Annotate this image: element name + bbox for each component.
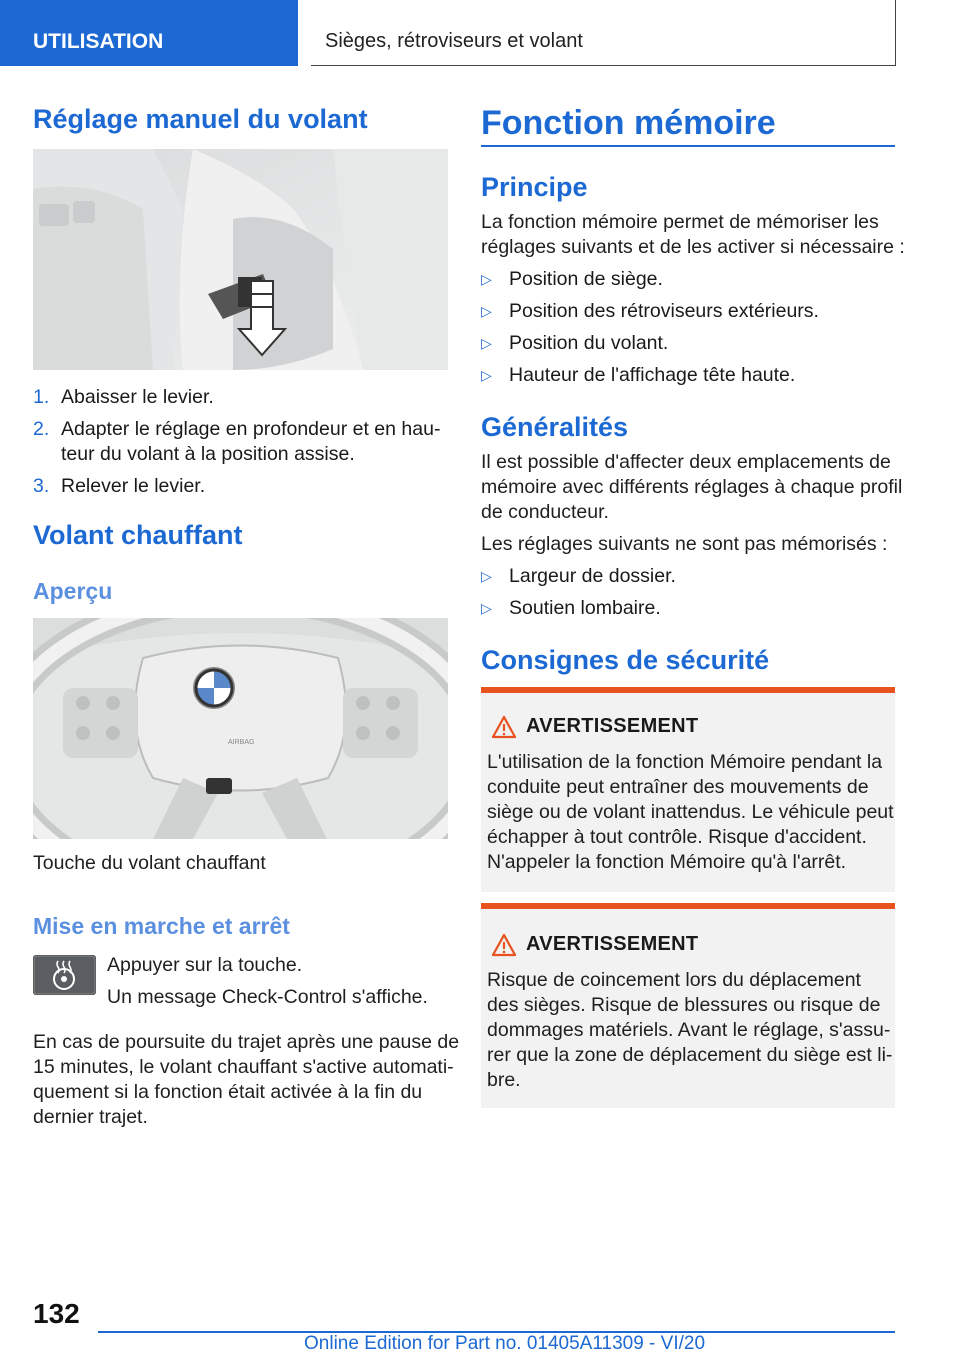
- step-text: teur du volant à la position assise.: [61, 443, 355, 465]
- memory-heading: Fonction mémoire: [481, 104, 776, 142]
- heated-wheel-heading: Volant chauffant: [33, 520, 243, 550]
- chapter-tab: [311, 0, 896, 66]
- warning-box: [481, 687, 895, 892]
- airbag-label: AIRBAG: [228, 739, 255, 746]
- principle-item-text: Position du volant.: [509, 332, 669, 354]
- heading-rule: [481, 145, 895, 147]
- step-number: 1.: [33, 386, 50, 408]
- step-text: Adapter le réglage en profondeur et en hau‐: [61, 418, 441, 440]
- step-number: 3.: [33, 475, 50, 497]
- warning-line: Risque de coincement lors du déplacement: [487, 969, 861, 991]
- warning-title: AVERTISSEMENT: [526, 933, 699, 955]
- warning-line: dommages matériels. Avant le réglage, s'assu‐: [487, 1019, 891, 1041]
- para-line: quement si la fonction était activée à la fin du: [33, 1081, 423, 1103]
- warning-line: rer que la zone de déplacement du siège est li‐: [487, 1044, 893, 1066]
- onoff-heading: Mise en marche et arrêt: [33, 913, 290, 939]
- principle-line: réglages suivants et de les activer si nécessaire :: [481, 236, 905, 258]
- warning-box: [481, 903, 895, 1108]
- triangle-bullet-icon: ▷: [481, 600, 492, 616]
- triangle-bullet-icon: ▷: [481, 303, 492, 319]
- principle-heading: Principe: [481, 172, 588, 202]
- page-header: [0, 0, 960, 66]
- warning-line: L'utilisation de la fonction Mémoire pendant la: [487, 751, 883, 773]
- section-label: UTILISATION: [33, 30, 164, 53]
- warning-title: AVERTISSEMENT: [526, 715, 699, 737]
- steering-column-illustration: [33, 149, 448, 370]
- chapter-label: Sièges, rétroviseurs et volant: [325, 30, 583, 52]
- safety-heading: Consignes de sécurité: [481, 645, 770, 675]
- general-heading: Généralités: [481, 412, 629, 442]
- wheel-caption: Touche du volant chauffant: [33, 852, 266, 874]
- steering-wheel-illustration: [33, 618, 448, 839]
- page-number: 132: [33, 1298, 80, 1329]
- general-line: mémoire avec différents réglages à chaque profil: [481, 476, 903, 498]
- para-line: dernier trajet.: [33, 1106, 148, 1128]
- principle-item-text: Position de siège.: [509, 268, 663, 290]
- general-line: de conducteur.: [481, 501, 609, 523]
- step-text: Relever le levier.: [61, 475, 206, 497]
- heated-wheel-button: [33, 955, 96, 995]
- triangle-bullet-icon: ▷: [481, 568, 492, 584]
- warning-line: N'appeler la fonction Mémoire qu'à l'arrêt.: [487, 851, 847, 873]
- warning-line: siège ou de volant inattendus. Le véhicule peut: [487, 801, 894, 823]
- step-number: 2.: [33, 418, 50, 440]
- edition-link[interactable]: Online Edition for Part no. 01405A11309 - VI/20: [304, 1333, 706, 1354]
- warning-line: bre.: [487, 1069, 521, 1091]
- general-item-text: Largeur de dossier.: [509, 565, 676, 587]
- general-line: Les réglages suivants ne sont pas mémorisés :: [481, 533, 888, 555]
- step-text: Abaisser le levier.: [61, 386, 214, 408]
- warning-triangle-icon: [491, 715, 517, 739]
- warning-triangle-icon: [491, 933, 517, 957]
- warning-line: échapper à tout contrôle. Risque d'accident.: [487, 826, 867, 848]
- para-line: En cas de poursuite du trajet après une pause de: [33, 1031, 460, 1053]
- principle-line: La fonction mémoire permet de mémoriser les: [481, 211, 879, 233]
- triangle-bullet-icon: ▷: [481, 271, 492, 287]
- general-line: Il est possible d'affecter deux emplacements de: [481, 451, 891, 473]
- para-line: 15 minutes, le volant chauffant s'active automati‐: [33, 1056, 454, 1078]
- principle-item-text: Position des rétroviseurs extérieurs.: [509, 300, 819, 322]
- warning-line: des sièges. Risque de blessures ou risque de: [487, 994, 881, 1016]
- onoff-line-1: Appuyer sur la touche.: [107, 954, 303, 976]
- section-tab: [0, 0, 298, 66]
- warning-line: conduite peut entraîner des mouvements de: [487, 776, 869, 798]
- triangle-bullet-icon: ▷: [481, 367, 492, 383]
- onoff-line-2: Un message Check-Control s'affiche.: [107, 986, 428, 1008]
- overview-heading: Aperçu: [33, 578, 113, 604]
- triangle-bullet-icon: ▷: [481, 335, 492, 351]
- general-item-text: Soutien lombaire.: [509, 597, 661, 619]
- manual-adjust-heading: Réglage manuel du volant: [33, 104, 368, 134]
- principle-item-text: Hauteur de l'affichage tête haute.: [509, 364, 796, 386]
